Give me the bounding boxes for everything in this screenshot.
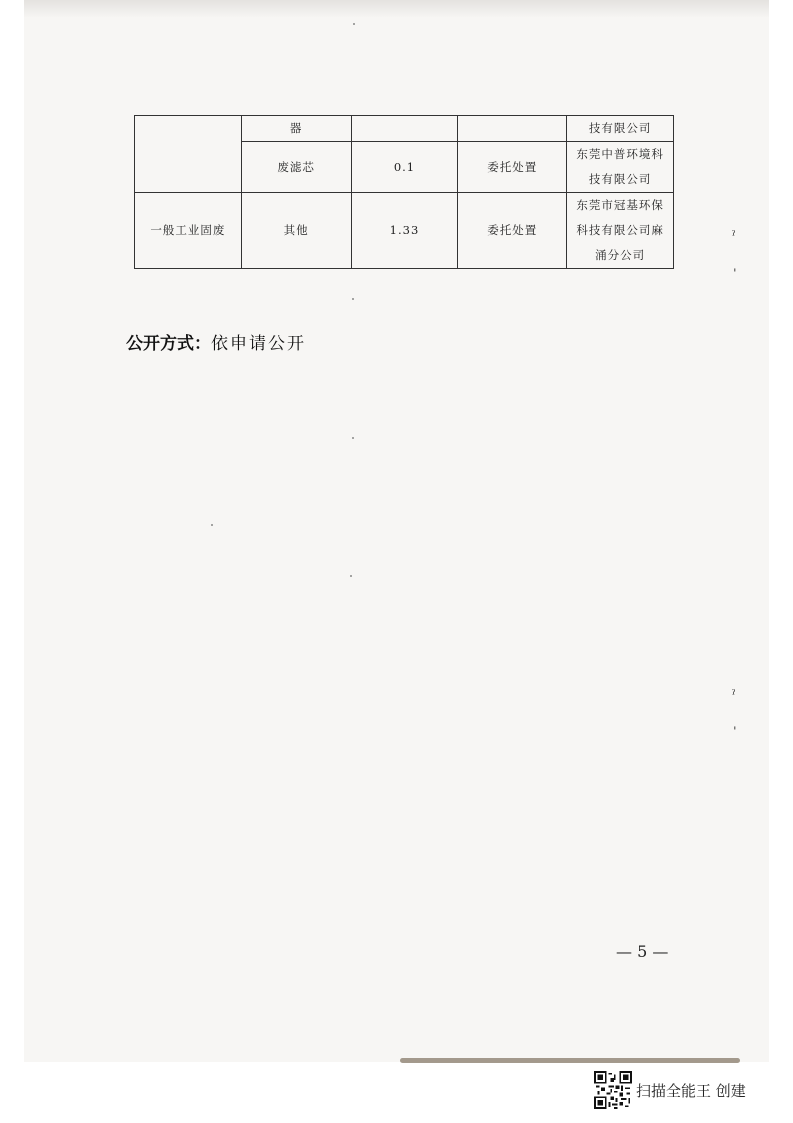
scan-speck (352, 298, 354, 300)
category-cell (135, 116, 242, 193)
scan-speck (350, 575, 352, 577)
method-cell: 委托处置 (458, 142, 567, 193)
scan-bottom-edge (400, 1058, 740, 1063)
qr-code-icon (594, 1071, 632, 1109)
page-number: — 5 — (616, 942, 669, 961)
amount-cell: 0.1 (351, 142, 458, 193)
method-cell (458, 116, 567, 142)
company-line: 技有限公司 (588, 121, 652, 135)
margin-scribble: ˌ (733, 259, 737, 274)
disclosure-method (126, 329, 306, 354)
margin-scribble: ˀ (732, 688, 736, 703)
amount-cell (351, 116, 458, 142)
scan-top-shadow (24, 0, 769, 18)
camscanner-watermark (594, 1071, 746, 1109)
method-cell: 委托处置 (458, 193, 567, 269)
waste-disposal-table (134, 115, 674, 269)
disclosure-value: 依申请公开 (211, 334, 306, 354)
company-cell (567, 193, 674, 269)
margin-scribble: ˌ (733, 717, 737, 732)
watermark-text: 扫描全能王 创建 (636, 1081, 746, 1100)
company-line: 东莞中普环境科 (576, 147, 664, 161)
scan-speck (352, 437, 354, 439)
company-line: 涌分公司 (595, 248, 646, 262)
company-line: 东莞市冠基环保 (576, 198, 664, 212)
waste-name-cell: 其他 (241, 193, 351, 269)
category-cell: 一般工业固废 (135, 193, 242, 269)
table-row (135, 116, 674, 142)
company-cell (567, 116, 674, 142)
company-line: 技有限公司 (588, 172, 652, 186)
disclosure-label: 公开方式： (126, 334, 211, 354)
waste-name-cell: 废滤芯 (241, 142, 351, 193)
scan-speck (211, 524, 213, 526)
company-cell (567, 142, 674, 193)
amount-cell: 1.33 (351, 193, 458, 269)
table-row (135, 193, 674, 269)
scan-speck (353, 23, 355, 25)
company-line: 科技有限公司麻 (576, 223, 664, 237)
waste-name-cell: 器 (241, 116, 351, 142)
margin-scribble: ˀ (732, 229, 736, 244)
